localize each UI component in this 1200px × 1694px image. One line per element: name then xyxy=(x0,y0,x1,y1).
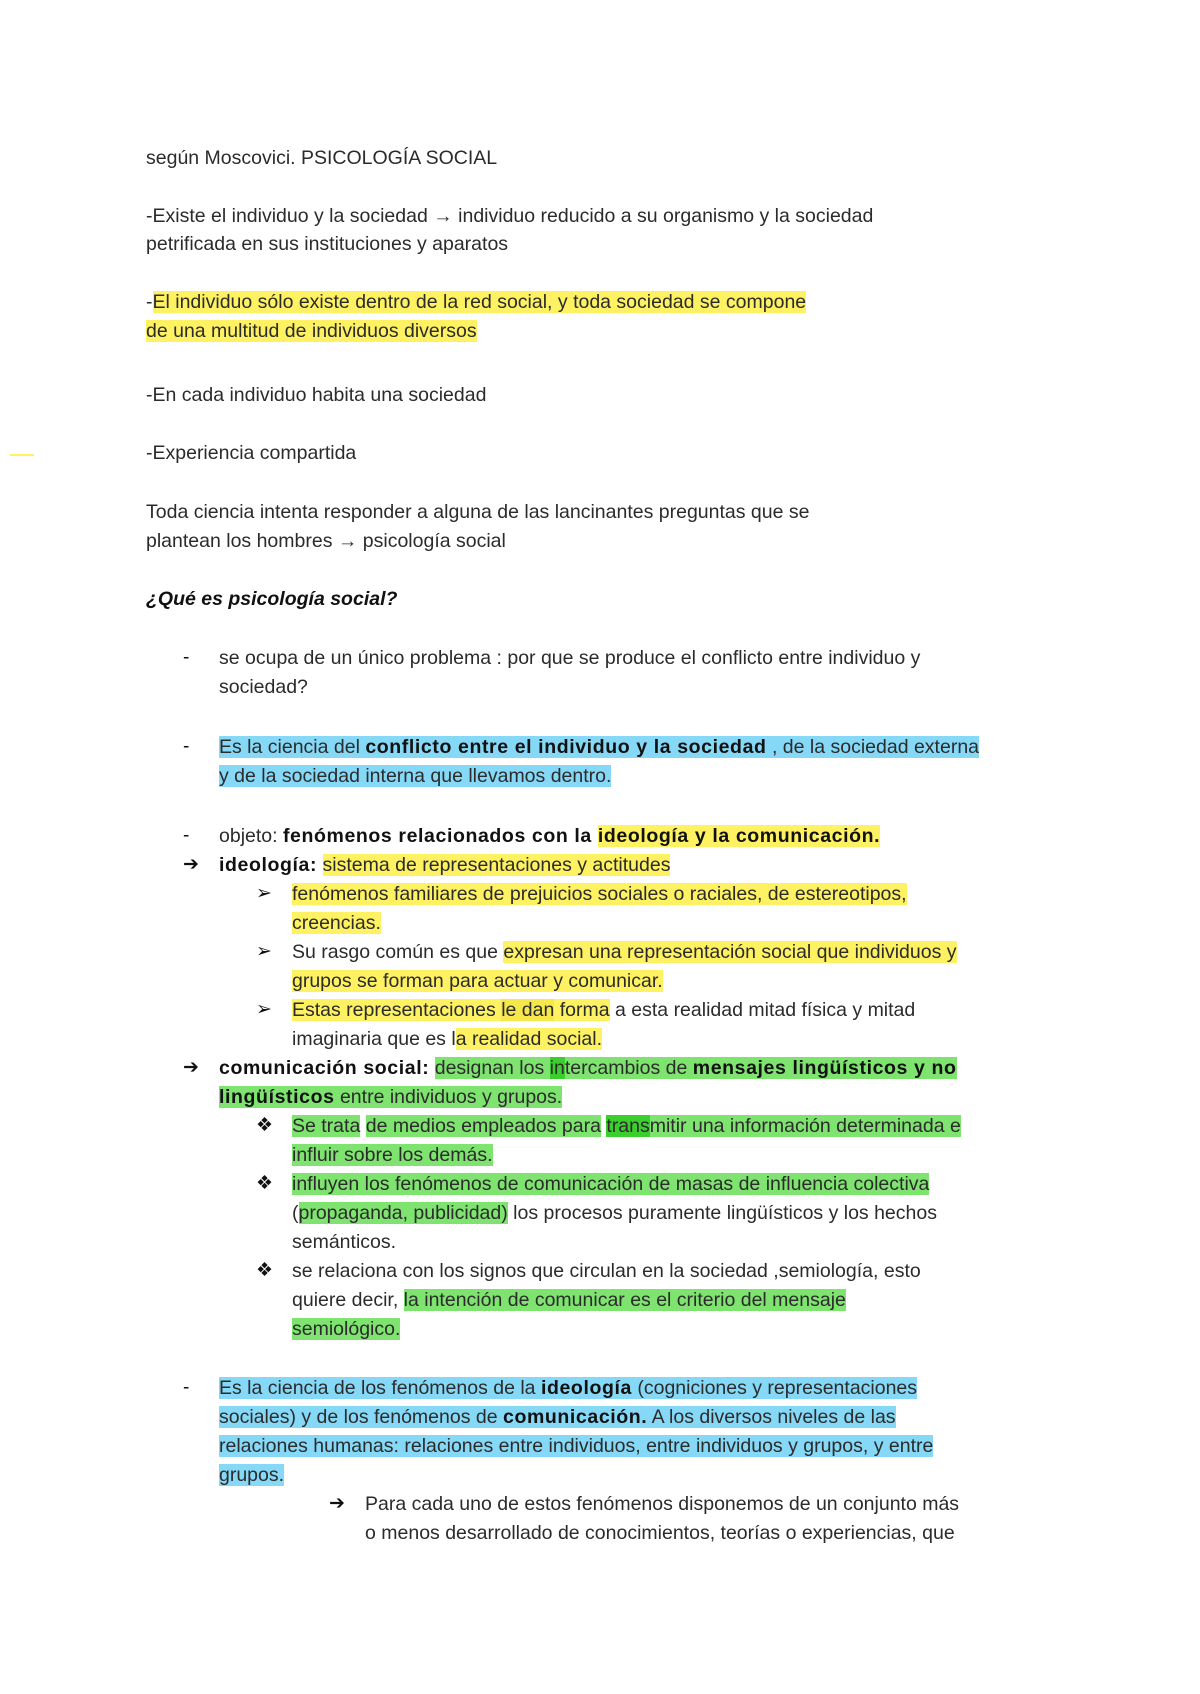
bullet-line: objeto: fenómenos relacionados con la ideología y la comunicación. xyxy=(219,825,881,847)
arrow-bullet: ➔ xyxy=(329,1493,345,1514)
highlighted-line: y de la sociedad interna que llevamos dentro. xyxy=(219,765,612,787)
section-heading: ¿Qué es psicología social? xyxy=(146,588,398,610)
highlighted-line: quiere decir, la intención de comunicar es el criterio del mensaje xyxy=(292,1289,846,1311)
highlighted-line: -El individuo sólo existe dentro de la red social, y toda sociedad se compone xyxy=(146,291,807,313)
triangle-bullet: ➢ xyxy=(256,883,272,904)
highlighted-line: semiológico. xyxy=(292,1318,401,1340)
highlighted-line: fenómenos familiares de prejuicios sociales o raciales, de estereotipos, xyxy=(292,883,907,905)
dash-bullet: - xyxy=(183,1377,190,1398)
highlighted-line: influir sobre los demás. xyxy=(292,1144,493,1166)
bullet-line: o menos desarrollado de conocimientos, teorías o experiencias, que xyxy=(365,1522,955,1544)
yellow-highlight: sistema de representaciones y actitudes xyxy=(322,854,671,876)
paragraph-line: -En cada individuo habita una sociedad xyxy=(146,384,487,406)
highlighted-line: relaciones humanas: relaciones entre individuos, entre individuos y grupos, y entre xyxy=(219,1435,934,1457)
yellow-highlight: ideología y la comunicación. xyxy=(597,825,881,847)
triangle-bullet: ➢ xyxy=(256,999,272,1020)
arrow-bullet: ➔ xyxy=(183,1057,199,1078)
highlighted-line: influyen los fenómenos de comunicación de masas de influencia colectiva xyxy=(292,1173,930,1195)
highlighted-line: creencias. xyxy=(292,912,381,934)
bullet-line: semánticos. xyxy=(292,1231,397,1253)
paragraph-line: plantean los hombres → psicología social xyxy=(146,530,506,552)
bullet-line: se ocupa de un único problema : por que se produce el conflicto entre individuo y xyxy=(219,647,921,669)
highlighted-line: comunicación social: designan los intercambios de mensajes lingüísticos y no xyxy=(219,1057,957,1079)
yellow-highlight: de una multitud de individuos diversos xyxy=(146,320,477,342)
bullet-line: sociedad? xyxy=(219,676,308,698)
diamond-bullet: ❖ xyxy=(256,1173,274,1194)
highlighted-line: sociales) y de los fenómenos de comunicación. A los diversos niveles de las xyxy=(219,1406,896,1428)
highlighted-line: grupos. xyxy=(219,1464,285,1486)
highlighted-line: lingüísticos entre individuos y grupos. xyxy=(219,1086,563,1108)
highlighted-line: (propaganda, publicidad) los procesos puramente lingüísticos y los hechos xyxy=(292,1202,937,1224)
bullet-line: ideología: sistema de representaciones y actitudes xyxy=(219,854,671,876)
highlighted-line: grupos se forman para actuar y comunicar. xyxy=(292,970,663,992)
highlighted-line: Es la ciencia de los fenómenos de la ideología (cogniciones y representaciones xyxy=(219,1377,918,1399)
highlighted-line: Es la ciencia del conflicto entre el individuo y la sociedad , de la sociedad externa xyxy=(219,736,980,758)
bullet-line: Para cada uno de estos fenómenos disponemos de un conjunto más xyxy=(365,1493,960,1515)
bold-term: conflicto entre el individuo y la sociedad xyxy=(365,736,767,758)
dash-bullet: - xyxy=(183,736,190,757)
document-title: según Moscovici. PSICOLOGÍA SOCIAL xyxy=(146,147,498,169)
triangle-bullet: ➢ xyxy=(256,941,272,962)
diamond-bullet: ❖ xyxy=(256,1115,274,1136)
arrow-bullet: ➔ xyxy=(183,854,199,875)
bullet-line: se relaciona con los signos que circulan en la sociedad ,semiología, esto xyxy=(292,1260,921,1282)
dash-bullet: - xyxy=(183,647,190,668)
paragraph-line: -Existe el individuo y la sociedad → individuo reducido a su organismo y la sociedad xyxy=(146,205,874,227)
highlighted-line: Estas representaciones le dan forma a esta realidad mitad física y mitad xyxy=(292,999,916,1021)
yellow-highlight: El individuo sólo existe dentro de la red social, y toda sociedad se compone xyxy=(152,291,807,313)
highlighted-line: Se trata de medios empleados para transmitir una información determinada e xyxy=(292,1115,961,1137)
paragraph-line: -Experiencia compartida xyxy=(146,442,357,464)
paragraph-line: Toda ciencia intenta responder a alguna de las lancinantes preguntas que se xyxy=(146,501,810,523)
highlighted-line: imaginaria que es la realidad social. xyxy=(292,1028,603,1050)
highlighted-line xyxy=(146,317,477,345)
margin-highlight-mark xyxy=(10,454,34,456)
paragraph-line: petrificada en sus instituciones y aparatos xyxy=(146,233,509,255)
highlighted-line: Su rasgo común es que expresan una representación social que individuos y xyxy=(292,941,957,963)
dash-bullet: - xyxy=(183,825,190,846)
diamond-bullet: ❖ xyxy=(256,1260,274,1281)
